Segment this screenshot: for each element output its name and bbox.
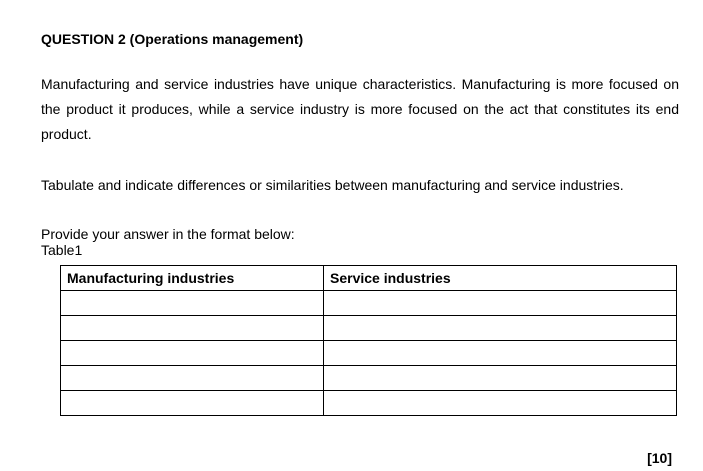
table-header-row — [61, 266, 677, 291]
answer-table — [60, 265, 677, 416]
table-cell[interactable] — [324, 316, 677, 341]
table-cell[interactable] — [61, 391, 324, 416]
intro-paragraph: Manufacturing and service industries have unique characteristics. Manufacturing is more focused on the product it produces, while a service industry is more focused on the act that constitutes its end product. — [41, 76, 679, 142]
table-cell[interactable] — [61, 316, 324, 341]
header-manufacturing: Manufacturing industries — [61, 266, 324, 291]
table-row — [61, 366, 677, 391]
table-cell[interactable] — [61, 291, 324, 316]
table-cell[interactable] — [61, 341, 324, 366]
table-row — [61, 391, 677, 416]
question-heading: QUESTION 2 (Operations management) — [41, 31, 304, 47]
table-cell[interactable] — [61, 366, 324, 391]
header-service: Service industries — [324, 266, 677, 291]
marks-allocation: [10] — [647, 450, 672, 466]
table-cell[interactable] — [324, 391, 677, 416]
table-caption: Table1 — [41, 242, 83, 258]
answer-format-prompt: Provide your answer in the format below: — [41, 226, 295, 242]
table-row — [61, 341, 677, 366]
table-cell[interactable] — [324, 291, 677, 316]
table-cell[interactable] — [324, 366, 677, 391]
table-cell[interactable] — [324, 341, 677, 366]
table-row — [61, 291, 677, 316]
task-instruction: Tabulate and indicate differences or similarities between manufacturing and service industries. — [41, 177, 624, 193]
table-row — [61, 316, 677, 341]
